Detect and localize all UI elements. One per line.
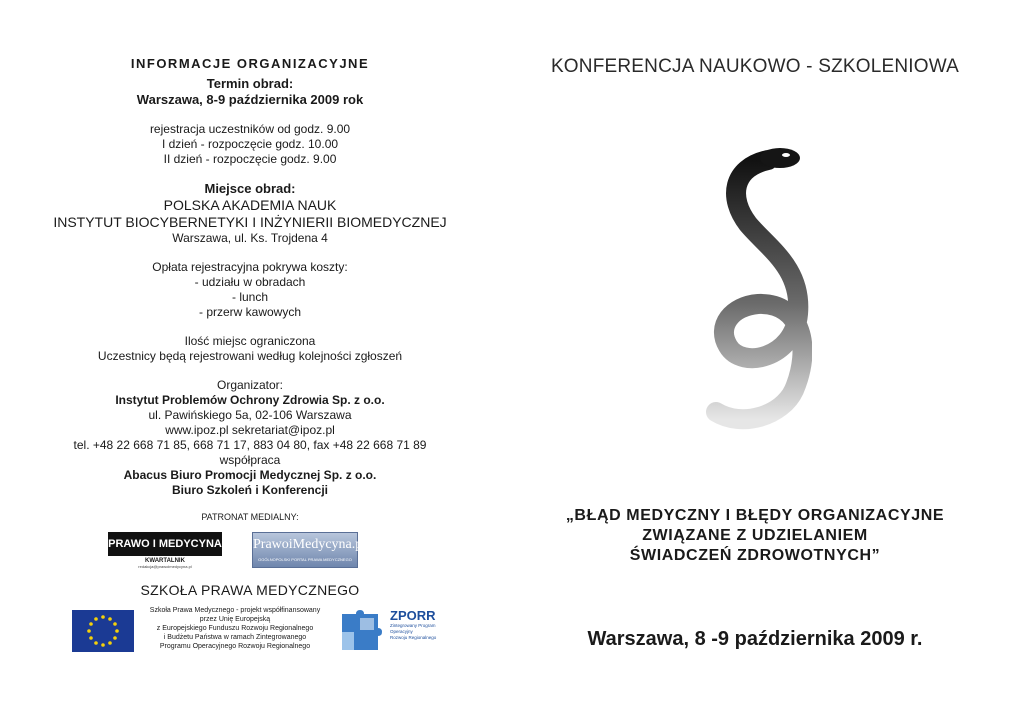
- miejsce-address: Warszawa, ul. Ks. Trojdena 4: [172, 231, 328, 245]
- eu-text-line: Programu Operacyjnego Rozwoju Regionalnego: [159, 643, 311, 650]
- zporr-title: ZPORR: [390, 608, 436, 623]
- logo-pim-sub: KWARTALNIK: [145, 558, 185, 564]
- organizer-name: Instytut Problemów Ochrony Zdrowia Sp. z o.o.: [115, 393, 385, 407]
- schedule-line: rejestracja uczestników od godz. 9.00: [149, 122, 351, 136]
- funding-row: [40, 606, 460, 662]
- eu-funding-text: [140, 606, 330, 651]
- organizer-address: ul. Pawińskiego 5a, 02-106 Warszawa: [148, 408, 352, 422]
- organizational-info-panel: [40, 56, 460, 662]
- eu-text-line: Szkoła Prawa Medycznego - projekt współfinansowany: [149, 607, 321, 614]
- fee-line: - przerw kawowych: [198, 305, 302, 319]
- title-line: ZWIĄZANE Z UDZIELANIEM: [642, 527, 868, 544]
- schedule-line: I dzień - rozpoczęcie godz. 10.00: [161, 137, 339, 151]
- cooperation-label: współpraca: [219, 453, 281, 467]
- limit-line: Uczestnicy będą rejestrowani według kolejności zgłoszeń: [97, 349, 403, 363]
- conference-type-title: KONFERENCJA NAUKOWO - SZKOLENIOWA: [550, 56, 960, 77]
- eu-text-line: przez Unię Europejską: [199, 616, 271, 623]
- title-line: „BŁĄD MEDYCZNY I BŁĘDY ORGANIZACYJNE: [565, 507, 945, 524]
- paragraph-snake-icon: [702, 138, 812, 438]
- puzzle-icon: [338, 610, 382, 654]
- media-logos: [40, 532, 460, 576]
- organizer-web: www.ipoz.pl sekretariat@ipoz.pl: [165, 423, 335, 437]
- patronat-label: PATRONAT MEDIALNY:: [201, 512, 299, 522]
- miejsce-label: Miejsce obrad:: [204, 181, 296, 196]
- szkola-title: SZKOŁA PRAWA MEDYCZNEGO: [140, 582, 360, 598]
- conference-title: [520, 506, 990, 566]
- coop-name: Biuro Szkoleń i Konferencji: [171, 483, 329, 497]
- prawoimedycyna-pl-logo: [252, 532, 367, 568]
- logo-pm-sub: OGÓLNOPOLSKI PORTAL PRAWA MEDYCZNEGO: [258, 557, 352, 562]
- conference-date: Warszawa, 8 -9 października 2009 r.: [587, 628, 923, 650]
- limit-line: Ilość miejsc ograniczona: [184, 334, 316, 348]
- info-heading: INFORMACJE ORGANIZACYJNE: [130, 56, 370, 71]
- fee-line: - udziału w obradach: [194, 275, 306, 289]
- logo-pm-title: PrawoiMedycyna.pl: [253, 537, 367, 552]
- logo-pim-sub2: redakcja@prawoimedycyna.pl: [138, 564, 192, 569]
- termin-value: Warszawa, 8-9 października 2009 rok: [136, 92, 364, 107]
- eu-text-line: i Budżetu Państwa w ramach Zintegrowanego: [163, 634, 307, 641]
- zporr-sub: Zintegrowany Program: [390, 623, 436, 628]
- termin-label: Termin obrad:: [206, 76, 294, 91]
- miejsce-org1: POLSKA AKADEMIA NAUK: [163, 197, 337, 213]
- coop-name: Abacus Biuro Promocji Medycznej Sp. z o.o.: [123, 468, 377, 482]
- fee-line: Opłata rejestracyjna pokrywa koszty:: [152, 260, 348, 274]
- eu-text-line: z Europejskiego Funduszu Rozwoju Regionalnego: [156, 625, 314, 632]
- organizer-label: Organizator:: [216, 378, 284, 392]
- zporr-sub: Operacyjny: [390, 629, 413, 634]
- title-line: ŚWIADCZEŃ ZDROWOTNYCH”: [629, 547, 881, 564]
- zporr-logo: [390, 608, 436, 641]
- organizer-phone: tel. +48 22 668 71 85, 668 71 17, 883 04 80, fax +48 22 668 71 89: [73, 438, 427, 452]
- zporr-sub: Rozwoju Regionalnego: [390, 635, 437, 640]
- fee-line: - lunch: [231, 290, 269, 304]
- schedule-line: II dzień - rozpoczęcie godz. 9.00: [163, 152, 337, 166]
- logo-pim-title: PRAWO I MEDYCYNA: [108, 532, 222, 556]
- miejsce-org2: INSTYTUT BIOCYBERNETYKI I INŻYNIERII BIOMEDYCZNEJ: [53, 214, 447, 230]
- prawo-i-medycyna-logo: [108, 532, 222, 572]
- eu-flag-icon: [72, 610, 134, 652]
